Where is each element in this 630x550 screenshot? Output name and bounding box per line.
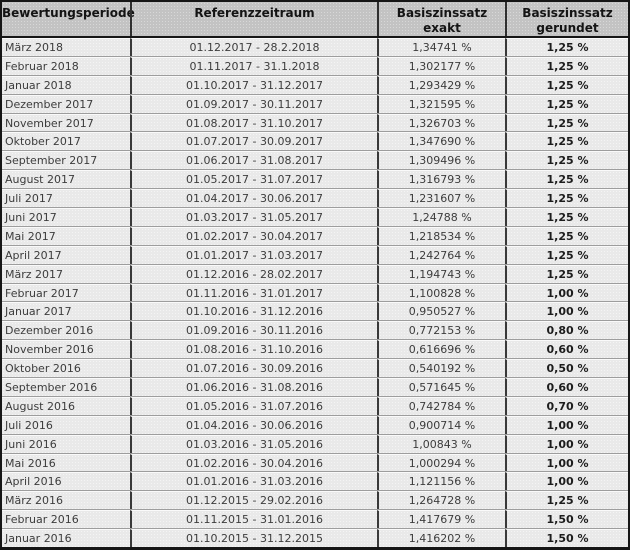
table-row <box>2 472 628 491</box>
table-row <box>2 265 628 284</box>
table-row <box>2 227 628 246</box>
cell-bewertungsperiode: April 2016 <box>2 472 130 490</box>
cell-basiszinssatz-exakt: 0,540192 % <box>377 359 505 377</box>
cell-referenzzeitraum: 01.11.2015 - 31.01.2016 <box>130 510 377 528</box>
cell-bewertungsperiode: Februar 2017 <box>2 284 130 302</box>
cell-referenzzeitraum: 01.06.2016 - 31.08.2016 <box>130 378 377 396</box>
table-row <box>2 416 628 435</box>
cell-bewertungsperiode: Juli 2017 <box>2 189 130 207</box>
cell-referenzzeitraum: 01.10.2015 - 31.12.2015 <box>130 529 377 547</box>
table-row <box>2 170 628 189</box>
table-row <box>2 510 628 529</box>
cell-basiszinssatz-exakt: 1,309496 % <box>377 151 505 169</box>
cell-basiszinssatz-gerundet: 1,25 % <box>505 38 628 56</box>
cell-basiszinssatz-exakt: 0,616696 % <box>377 340 505 358</box>
cell-basiszinssatz-gerundet: 1,25 % <box>505 227 628 245</box>
cell-referenzzeitraum: 01.10.2017 - 31.12.2017 <box>130 76 377 94</box>
cell-referenzzeitraum: 01.12.2015 - 29.02.2016 <box>130 491 377 509</box>
table-body <box>2 38 628 547</box>
cell-basiszinssatz-gerundet: 1,25 % <box>505 132 628 150</box>
cell-bewertungsperiode: März 2016 <box>2 491 130 509</box>
cell-referenzzeitraum: 01.11.2016 - 31.01.2017 <box>130 284 377 302</box>
cell-basiszinssatz-gerundet: 1,25 % <box>505 95 628 113</box>
cell-bewertungsperiode: Oktober 2016 <box>2 359 130 377</box>
table-row <box>2 284 628 303</box>
cell-bewertungsperiode: Januar 2018 <box>2 76 130 94</box>
cell-basiszinssatz-exakt: 0,742784 % <box>377 397 505 415</box>
cell-basiszinssatz-exakt: 0,571645 % <box>377 378 505 396</box>
cell-bewertungsperiode: Juli 2016 <box>2 416 130 434</box>
cell-basiszinssatz-exakt: 1,316793 % <box>377 170 505 188</box>
cell-basiszinssatz-gerundet: 1,00 % <box>505 284 628 302</box>
cell-basiszinssatz-exakt: 0,900714 % <box>377 416 505 434</box>
cell-basiszinssatz-gerundet: 0,60 % <box>505 340 628 358</box>
cell-basiszinssatz-exakt: 1,416202 % <box>377 529 505 547</box>
column-header-basiszinssatz-gerundet: Basiszinssatz gerundet <box>505 2 628 36</box>
table-row <box>2 340 628 359</box>
cell-referenzzeitraum: 01.01.2017 - 31.03.2017 <box>130 246 377 264</box>
cell-basiszinssatz-exakt: 1,000294 % <box>377 454 505 472</box>
cell-basiszinssatz-gerundet: 1,00 % <box>505 472 628 490</box>
cell-bewertungsperiode: November 2017 <box>2 114 130 132</box>
cell-bewertungsperiode: Januar 2016 <box>2 529 130 547</box>
cell-basiszinssatz-gerundet: 1,50 % <box>505 529 628 547</box>
cell-referenzzeitraum: 01.12.2017 - 28.2.2018 <box>130 38 377 56</box>
cell-bewertungsperiode: Juni 2016 <box>2 435 130 453</box>
cell-basiszinssatz-gerundet: 1,25 % <box>505 114 628 132</box>
cell-basiszinssatz-exakt: 1,24788 % <box>377 208 505 226</box>
cell-referenzzeitraum: 01.05.2017 - 31.07.2017 <box>130 170 377 188</box>
cell-basiszinssatz-gerundet: 1,00 % <box>505 416 628 434</box>
cell-referenzzeitraum: 01.09.2017 - 30.11.2017 <box>130 95 377 113</box>
cell-basiszinssatz-exakt: 1,00843 % <box>377 435 505 453</box>
table-row <box>2 38 628 57</box>
cell-bewertungsperiode: März 2018 <box>2 38 130 56</box>
cell-referenzzeitraum: 01.02.2016 - 30.04.2016 <box>130 454 377 472</box>
cell-basiszinssatz-gerundet: 1,25 % <box>505 246 628 264</box>
cell-referenzzeitraum: 01.01.2016 - 31.03.2016 <box>130 472 377 490</box>
cell-bewertungsperiode: September 2017 <box>2 151 130 169</box>
table-row <box>2 397 628 416</box>
cell-bewertungsperiode: August 2016 <box>2 397 130 415</box>
cell-basiszinssatz-exakt: 0,772153 % <box>377 321 505 339</box>
cell-basiszinssatz-gerundet: 0,50 % <box>505 359 628 377</box>
cell-basiszinssatz-gerundet: 1,25 % <box>505 151 628 169</box>
cell-bewertungsperiode: September 2016 <box>2 378 130 396</box>
table-row <box>2 208 628 227</box>
cell-basiszinssatz-exakt: 1,293429 % <box>377 76 505 94</box>
cell-bewertungsperiode: Januar 2017 <box>2 302 130 320</box>
table-header-row <box>2 2 628 38</box>
cell-basiszinssatz-gerundet: 1,25 % <box>505 208 628 226</box>
cell-referenzzeitraum: 01.08.2016 - 31.10.2016 <box>130 340 377 358</box>
cell-basiszinssatz-gerundet: 1,50 % <box>505 510 628 528</box>
cell-referenzzeitraum: 01.04.2017 - 30.06.2017 <box>130 189 377 207</box>
table-row <box>2 132 628 151</box>
cell-bewertungsperiode: Mai 2017 <box>2 227 130 245</box>
cell-basiszinssatz-exakt: 1,100828 % <box>377 284 505 302</box>
cell-referenzzeitraum: 01.06.2017 - 31.08.2017 <box>130 151 377 169</box>
cell-basiszinssatz-exakt: 1,242764 % <box>377 246 505 264</box>
table-row <box>2 359 628 378</box>
cell-referenzzeitraum: 01.03.2016 - 31.05.2016 <box>130 435 377 453</box>
table-row <box>2 95 628 114</box>
cell-referenzzeitraum: 01.12.2016 - 28.02.2017 <box>130 265 377 283</box>
table-row <box>2 114 628 133</box>
cell-basiszinssatz-exakt: 1,326703 % <box>377 114 505 132</box>
cell-referenzzeitraum: 01.03.2017 - 31.05.2017 <box>130 208 377 226</box>
cell-basiszinssatz-gerundet: 1,25 % <box>505 265 628 283</box>
column-header-basiszinssatz-exakt: Basiszinssatz exakt <box>377 2 505 36</box>
table-row <box>2 435 628 454</box>
cell-basiszinssatz-gerundet: 1,00 % <box>505 435 628 453</box>
cell-bewertungsperiode: Oktober 2017 <box>2 132 130 150</box>
column-header-referenzzeitraum: Referenzzeitraum <box>130 2 377 36</box>
table-row <box>2 491 628 510</box>
cell-referenzzeitraum: 01.11.2017 - 31.1.2018 <box>130 57 377 75</box>
table-row <box>2 378 628 397</box>
cell-bewertungsperiode: April 2017 <box>2 246 130 264</box>
cell-referenzzeitraum: 01.04.2016 - 30.06.2016 <box>130 416 377 434</box>
table-row <box>2 57 628 76</box>
cell-basiszinssatz-gerundet: 1,25 % <box>505 57 628 75</box>
table-row <box>2 302 628 321</box>
cell-referenzzeitraum: 01.07.2016 - 30.09.2016 <box>130 359 377 377</box>
table-row <box>2 189 628 208</box>
cell-bewertungsperiode: Februar 2016 <box>2 510 130 528</box>
cell-referenzzeitraum: 01.09.2016 - 30.11.2016 <box>130 321 377 339</box>
cell-bewertungsperiode: November 2016 <box>2 340 130 358</box>
cell-basiszinssatz-gerundet: 0,70 % <box>505 397 628 415</box>
cell-bewertungsperiode: Februar 2018 <box>2 57 130 75</box>
cell-referenzzeitraum: 01.08.2017 - 31.10.2017 <box>130 114 377 132</box>
table-row <box>2 151 628 170</box>
cell-basiszinssatz-exakt: 1,121156 % <box>377 472 505 490</box>
cell-basiszinssatz-exakt: 1,264728 % <box>377 491 505 509</box>
cell-bewertungsperiode: Dezember 2017 <box>2 95 130 113</box>
cell-basiszinssatz-exakt: 1,194743 % <box>377 265 505 283</box>
cell-basiszinssatz-gerundet: 0,60 % <box>505 378 628 396</box>
cell-referenzzeitraum: 01.05.2016 - 31.07.2016 <box>130 397 377 415</box>
cell-basiszinssatz-gerundet: 1,00 % <box>505 302 628 320</box>
cell-basiszinssatz-gerundet: 0,80 % <box>505 321 628 339</box>
cell-referenzzeitraum: 01.10.2016 - 31.12.2016 <box>130 302 377 320</box>
cell-basiszinssatz-exakt: 1,347690 % <box>377 132 505 150</box>
table-row <box>2 529 628 547</box>
cell-bewertungsperiode: August 2017 <box>2 170 130 188</box>
column-header-bewertungsperiode: Bewertungsperiode <box>2 6 135 20</box>
cell-referenzzeitraum: 01.02.2017 - 30.04.2017 <box>130 227 377 245</box>
cell-basiszinssatz-gerundet: 1,25 % <box>505 170 628 188</box>
cell-basiszinssatz-gerundet: 1,25 % <box>505 76 628 94</box>
cell-basiszinssatz-exakt: 1,218534 % <box>377 227 505 245</box>
cell-basiszinssatz-exakt: 1,302177 % <box>377 57 505 75</box>
cell-basiszinssatz-exakt: 1,231607 % <box>377 189 505 207</box>
cell-basiszinssatz-gerundet: 1,25 % <box>505 189 628 207</box>
cell-bewertungsperiode: Juni 2017 <box>2 208 130 226</box>
cell-bewertungsperiode: Mai 2016 <box>2 454 130 472</box>
table-row <box>2 454 628 473</box>
cell-bewertungsperiode: März 2017 <box>2 265 130 283</box>
cell-basiszinssatz-exakt: 1,34741 % <box>377 38 505 56</box>
cell-bewertungsperiode: Dezember 2016 <box>2 321 130 339</box>
cell-referenzzeitraum: 01.07.2017 - 30.09.2017 <box>130 132 377 150</box>
cell-basiszinssatz-exakt: 1,321595 % <box>377 95 505 113</box>
cell-basiszinssatz-gerundet: 1,25 % <box>505 491 628 509</box>
table-row <box>2 321 628 340</box>
cell-basiszinssatz-gerundet: 1,00 % <box>505 454 628 472</box>
cell-basiszinssatz-exakt: 1,417679 % <box>377 510 505 528</box>
cell-basiszinssatz-exakt: 0,950527 % <box>377 302 505 320</box>
table-row <box>2 246 628 265</box>
table-row <box>2 76 628 95</box>
